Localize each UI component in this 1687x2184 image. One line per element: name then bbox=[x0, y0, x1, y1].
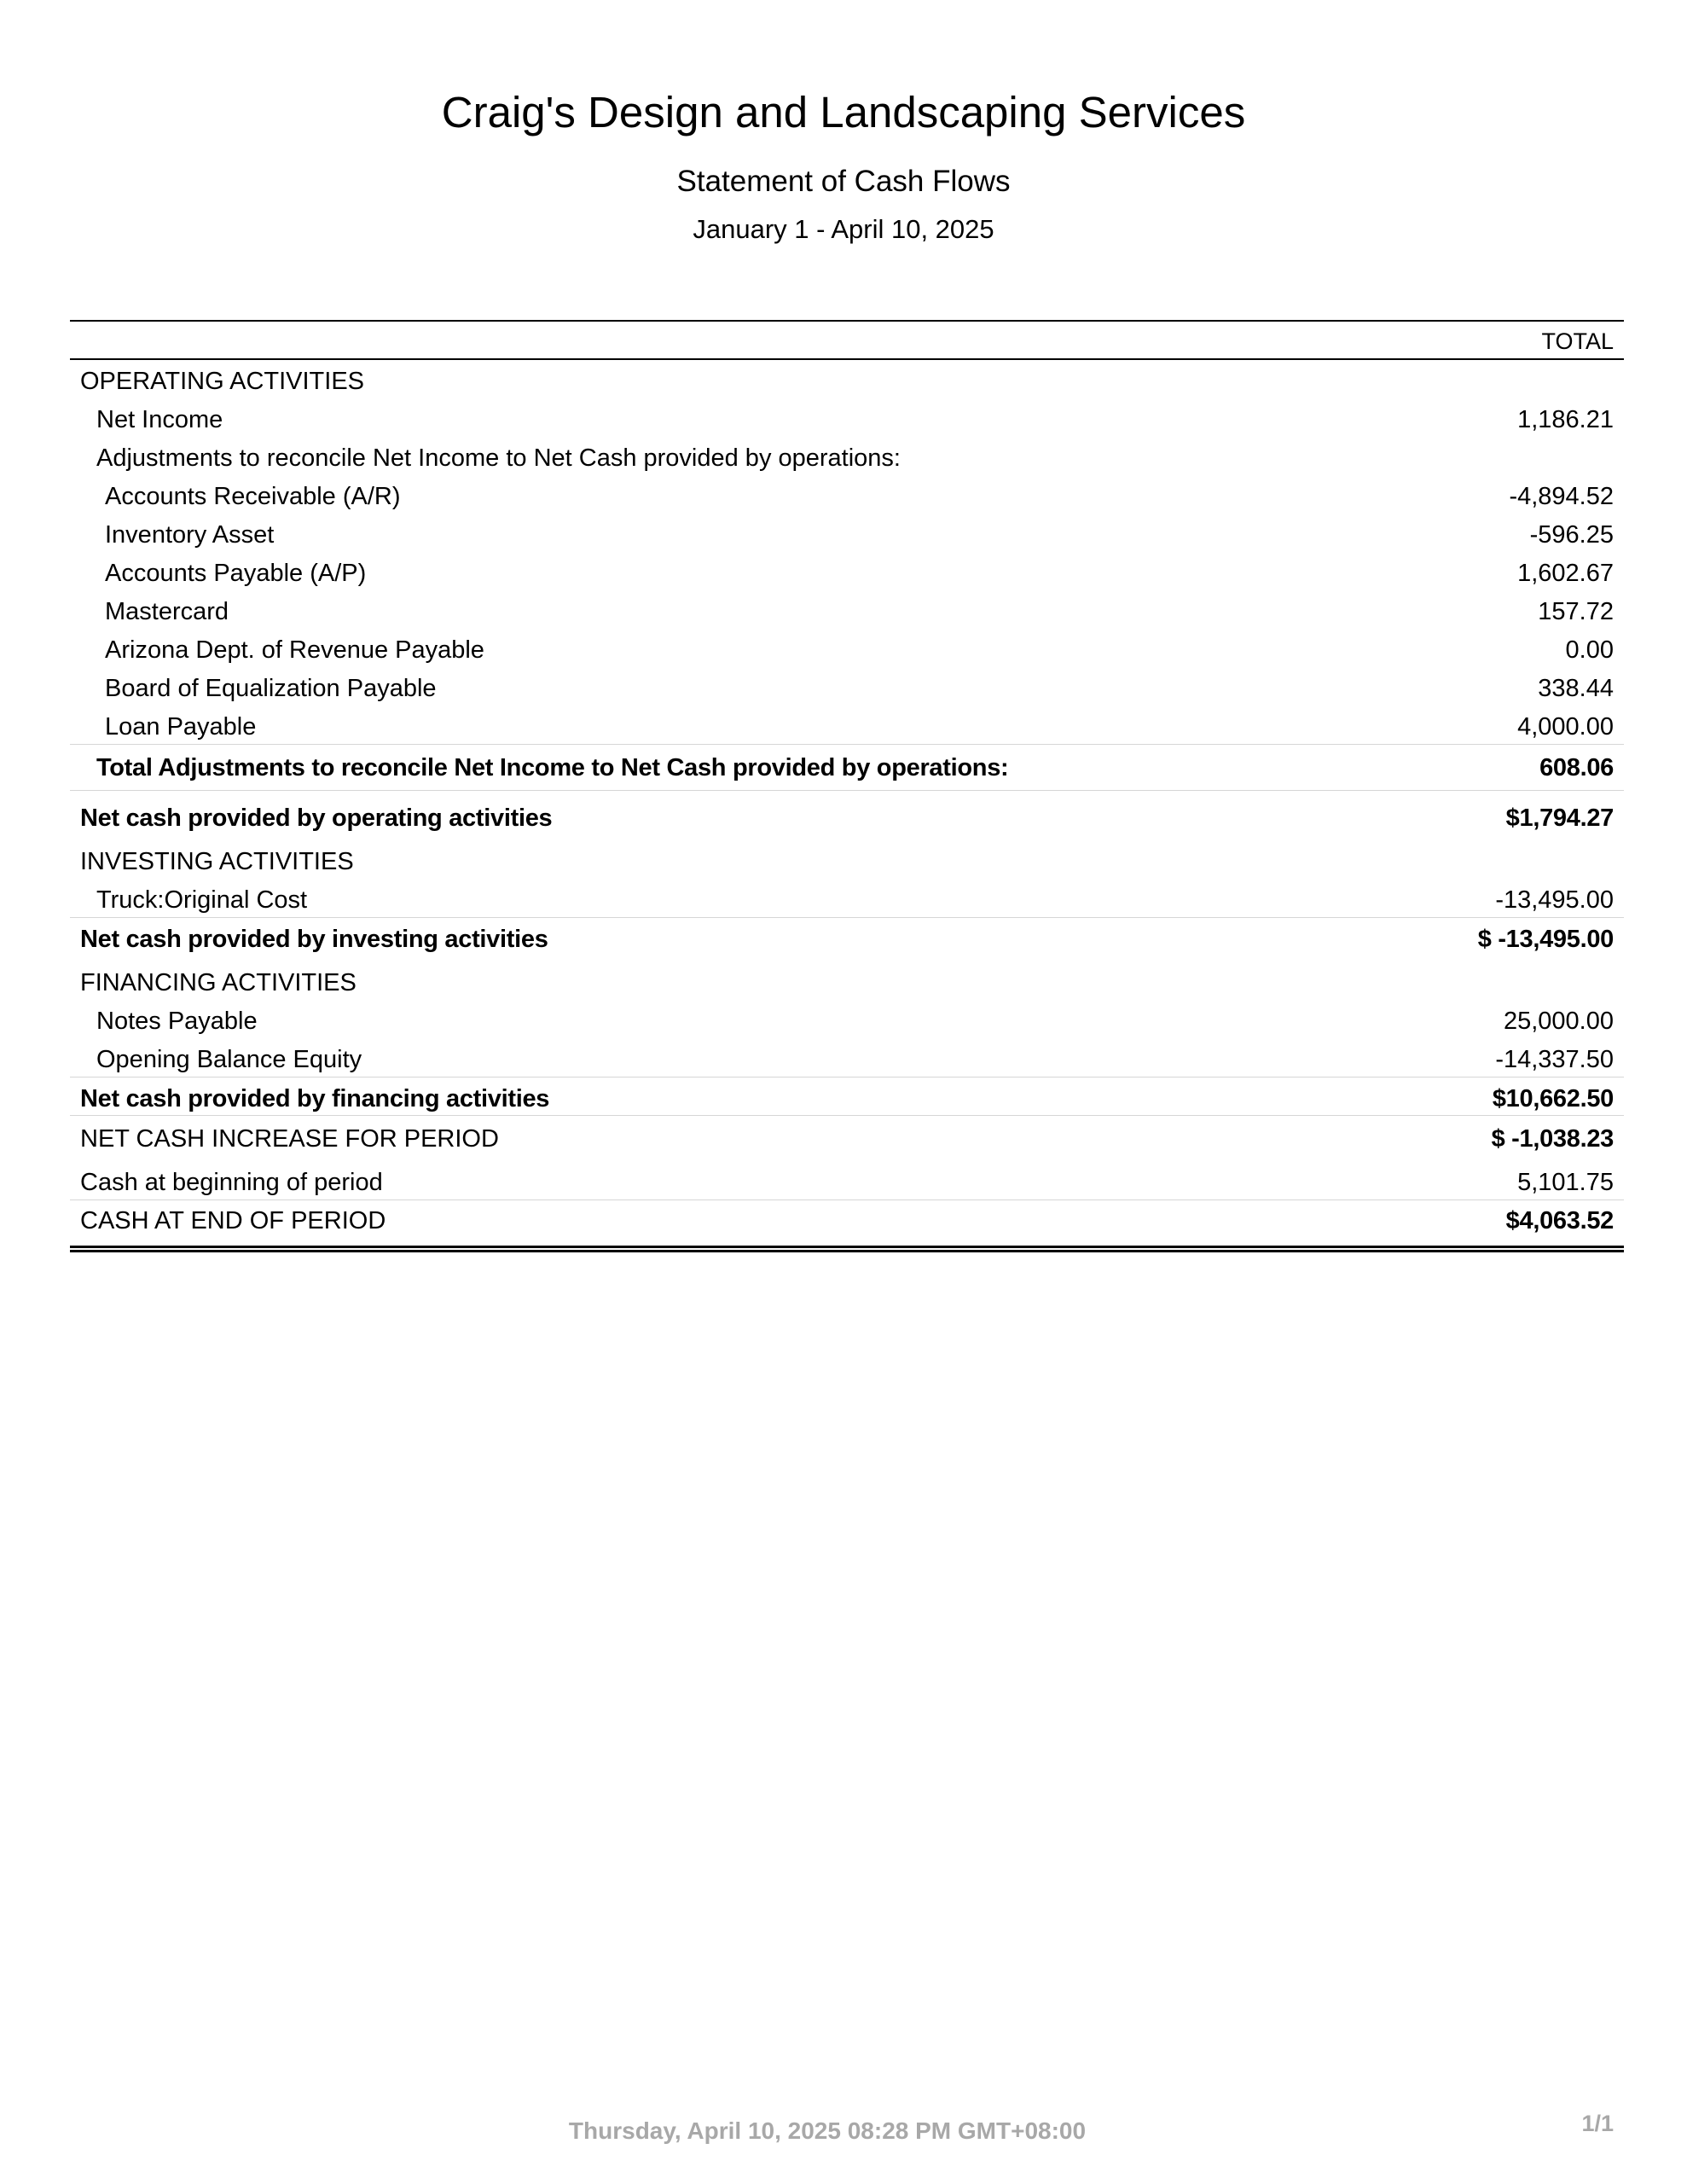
report-title: Statement of Cash Flows bbox=[676, 165, 1011, 198]
row-amount: 5,101.75 bbox=[1517, 1169, 1614, 1196]
total-row bbox=[70, 790, 1624, 834]
row-label: Notes Payable bbox=[96, 1008, 258, 1035]
row-amount: $10,662.50 bbox=[1492, 1085, 1614, 1112]
row-amount: -596.25 bbox=[1529, 521, 1614, 549]
column-header-total: TOTAL bbox=[1541, 328, 1614, 354]
cash-end-row bbox=[70, 1199, 1624, 1246]
column-header-row bbox=[70, 320, 1624, 360]
table-row bbox=[70, 514, 1624, 552]
subtotal-row bbox=[70, 744, 1624, 790]
row-amount: 338.44 bbox=[1538, 675, 1614, 702]
section-header-financing bbox=[70, 956, 1624, 1000]
row-label: Net Income bbox=[96, 406, 223, 433]
table-row bbox=[70, 629, 1624, 667]
table-row bbox=[70, 1161, 1624, 1199]
row-label: Mastercard bbox=[105, 598, 229, 625]
row-label: Arizona Dept. of Revenue Payable bbox=[105, 636, 484, 664]
row-label: Accounts Payable (A/P) bbox=[105, 560, 367, 587]
row-label: Net cash provided by financing activities bbox=[80, 1085, 550, 1112]
row-label: Net cash provided by operating activities bbox=[80, 804, 553, 832]
row-amount: 0.00 bbox=[1565, 636, 1614, 664]
section-header-investing bbox=[70, 834, 1624, 879]
row-label: Total Adjustments to reconcile Net Income to Net Cash provided by operations: bbox=[96, 754, 1009, 781]
row-label: FINANCING ACTIVITIES bbox=[80, 969, 357, 996]
row-amount: 1,602.67 bbox=[1517, 560, 1614, 587]
row-amount: 4,000.00 bbox=[1517, 713, 1614, 741]
double-underline bbox=[70, 1246, 1624, 1252]
row-amount: $ -13,495.00 bbox=[1477, 926, 1614, 953]
row-label: Truck:Original Cost bbox=[96, 886, 308, 914]
footer-timestamp: Thursday, April 10, 2025 08:28 PM GMT+08:00 bbox=[568, 2117, 1087, 2144]
table-row bbox=[70, 667, 1624, 706]
report-period: January 1 - April 10, 2025 bbox=[693, 214, 994, 244]
row-label: CASH AT END OF PERIOD bbox=[80, 1207, 386, 1234]
table-row bbox=[70, 475, 1624, 514]
row-label: NET CASH INCREASE FOR PERIOD bbox=[80, 1125, 499, 1153]
row-label: Board of Equalization Payable bbox=[105, 675, 437, 702]
row-label: OPERATING ACTIVITIES bbox=[80, 368, 365, 395]
table-row bbox=[70, 879, 1624, 917]
row-amount: $1,794.27 bbox=[1505, 804, 1614, 832]
row-label: Cash at beginning of period bbox=[80, 1169, 383, 1196]
total-row bbox=[70, 917, 1624, 956]
net-cash-increase-row bbox=[70, 1115, 1624, 1161]
row-amount: -14,337.50 bbox=[1495, 1046, 1614, 1073]
table-row bbox=[70, 1038, 1624, 1077]
total-row bbox=[70, 1077, 1624, 1115]
table-row bbox=[70, 552, 1624, 590]
row-amount: 1,186.21 bbox=[1517, 406, 1614, 433]
row-label: INVESTING ACTIVITIES bbox=[80, 848, 354, 875]
row-label: Net cash provided by investing activities bbox=[80, 926, 548, 953]
page-number: 1/1 bbox=[1581, 2111, 1614, 2136]
row-label: Loan Payable bbox=[105, 713, 257, 741]
row-label: Adjustments to reconcile Net Income to Net Cash provided by operations: bbox=[96, 444, 901, 472]
table-row bbox=[70, 437, 1624, 475]
table-row bbox=[70, 1000, 1624, 1038]
row-label: Inventory Asset bbox=[105, 521, 275, 549]
cash-flow-table bbox=[70, 320, 1624, 1252]
company-name: Craig's Design and Landscaping Services bbox=[441, 88, 1246, 136]
row-amount: 25,000.00 bbox=[1503, 1008, 1614, 1035]
row-amount: 608.06 bbox=[1539, 754, 1614, 781]
section-header-operating bbox=[70, 360, 1624, 398]
table-row bbox=[70, 590, 1624, 629]
row-label: Accounts Receivable (A/R) bbox=[105, 483, 401, 510]
table-row bbox=[70, 398, 1624, 437]
row-amount: $ -1,038.23 bbox=[1491, 1125, 1614, 1153]
row-amount: $4,063.52 bbox=[1505, 1207, 1614, 1234]
row-amount: -4,894.52 bbox=[1509, 483, 1614, 510]
row-amount: 157.72 bbox=[1538, 598, 1614, 625]
table-row bbox=[70, 706, 1624, 744]
row-amount: -13,495.00 bbox=[1495, 886, 1614, 914]
row-label: Opening Balance Equity bbox=[96, 1046, 362, 1073]
